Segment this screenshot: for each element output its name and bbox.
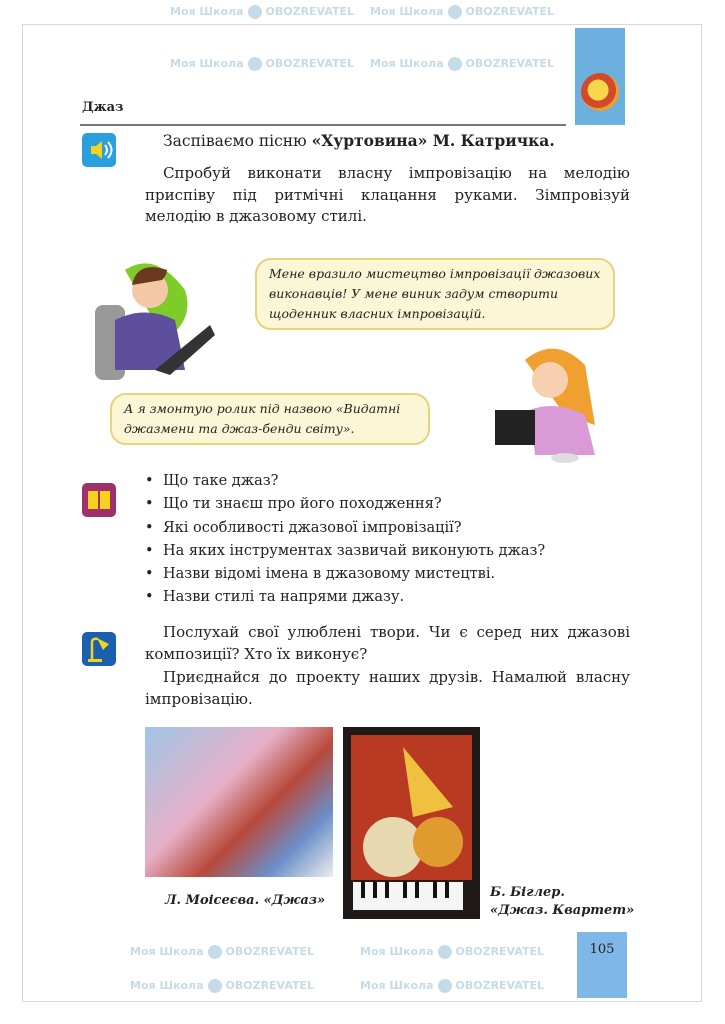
questions-list [145, 470, 545, 610]
watermark [130, 978, 314, 994]
watermark-brand: OBOZREVATEL [465, 5, 554, 18]
watermark-brand: OBOZREVATEL [265, 5, 354, 18]
watermark-logo-icon [438, 979, 452, 993]
watermark-logo-icon [448, 57, 462, 71]
watermark-logo-icon [248, 57, 262, 71]
watermark-logo-icon [208, 979, 222, 993]
join-project-paragraph: Приєднайся до проекту наших друзів. Намалюй власну імпровізацію. [145, 668, 630, 708]
caption-moiseeva: Л. Моісеєва. «Джаз» [165, 893, 326, 908]
caption-bigler [490, 884, 634, 920]
boy-speech-bubble: Мене вразило мистецтво імпровізації джазових виконавців! У мене виник задум створити щоденник власних імпровізацій. [255, 258, 615, 330]
watermark [370, 56, 554, 72]
watermark-school: Моя Школа [370, 57, 444, 70]
watermark [170, 56, 354, 72]
boy-illustration [95, 250, 220, 380]
watermark-school: Моя Школа [360, 979, 434, 992]
watermark-logo-icon [438, 945, 452, 959]
watermark-school: Моя Школа [170, 5, 244, 18]
watermark-brand: OBOZREVATEL [265, 57, 354, 70]
watermark-school: Моя Школа [130, 945, 204, 958]
list-item: • Назви стилі та напрями джазу. [145, 586, 545, 609]
improvisation-paragraph: Спробуй виконати власну імпровізацію на мелодію приспіву під ритмічні клацання руками. Зімпровізуй мелодію в джазовому стилі. [145, 164, 630, 225]
watermark-logo-icon [208, 945, 222, 959]
lamp-icon [82, 632, 116, 666]
book-icon [82, 483, 116, 517]
painting-moiseeva [145, 727, 333, 877]
watermark [360, 978, 544, 994]
watermark-school: Моя Школа [170, 57, 244, 70]
watermark-school: Моя Школа [360, 945, 434, 958]
watermark-brand: OBOZREVATEL [455, 979, 544, 992]
speaker-icon [82, 133, 116, 167]
watermark [370, 4, 554, 20]
watermark-brand: OBOZREVATEL [465, 57, 554, 70]
caption-title: «Джаз. Квартет» [490, 903, 635, 918]
watermark-logo-icon [448, 5, 462, 19]
song-title-prefix: Заспіваємо пісню [163, 132, 312, 150]
watermark-logo-icon [248, 5, 262, 19]
chapter-tab [575, 28, 625, 125]
list-item: • Що таке джаз? [145, 470, 545, 493]
listen-paragraph: Послухай свої улюблені твори. Чи є серед них джазові композиції? Хто їх виконує? [145, 623, 630, 663]
watermark-brand: OBOZREVATEL [225, 945, 314, 958]
painting-bigler [343, 727, 480, 919]
list-item: • Які особливості джазової імпровізації? [145, 517, 545, 540]
watermark [170, 4, 354, 20]
chapter-title: Джаз [82, 100, 124, 115]
list-item: • Назви відомі імена в джазовому мистецтві. [145, 563, 545, 586]
watermark-school: Моя Школа [370, 5, 444, 18]
section3-text [145, 622, 630, 712]
watermark-school: Моя Школа [130, 979, 204, 992]
watermark-brand: OBOZREVATEL [455, 945, 544, 958]
song-title [163, 130, 555, 153]
watermark [360, 944, 544, 960]
girl-illustration [495, 340, 607, 465]
song-title-bold: «Хуртовина» М. Катричка. [311, 131, 555, 150]
watermark [130, 944, 314, 960]
page-number: 105 [577, 932, 627, 998]
music-emblem-icon [581, 73, 619, 111]
list-item: • Що ти знаєш про його походження? [145, 493, 545, 516]
girl-speech-bubble: А я змонтую ролик під назвою «Видатні джазмени та джаз-бенди світу». [110, 393, 430, 445]
list-item: • На яких інструментах зазвичай виконують джаз? [145, 540, 545, 563]
header-rule [80, 124, 566, 126]
watermark-brand: OBOZREVATEL [225, 979, 314, 992]
caption-author: Б. Біглер. [490, 885, 565, 900]
